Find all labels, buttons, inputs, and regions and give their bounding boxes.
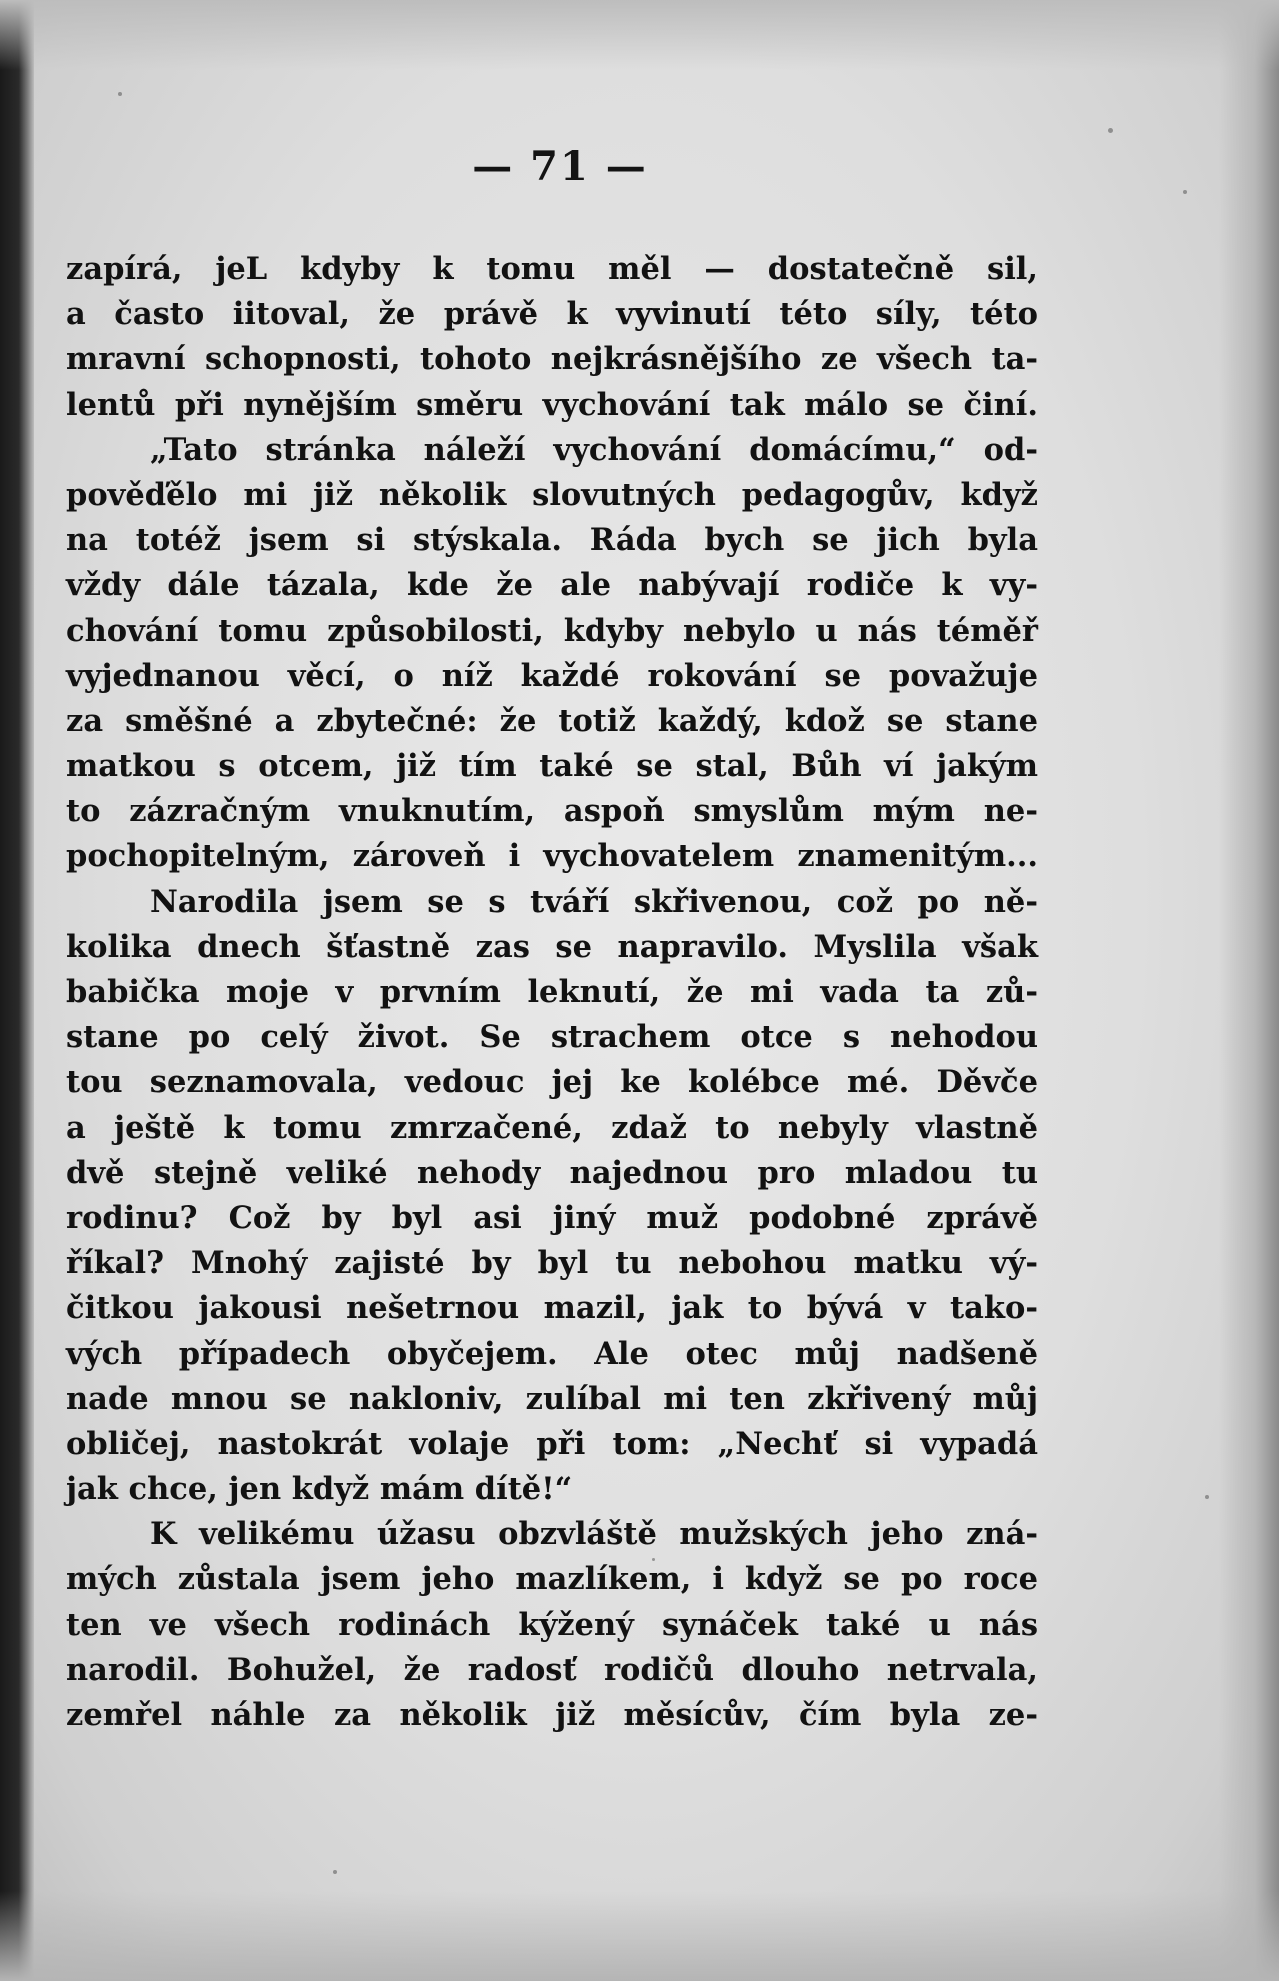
text-line: říkal? Mnohý zajisté by byl tu nebohou matku vý- <box>66 1245 1038 1282</box>
text-line: chování tomu způsobilosti, kdyby nebylo u nás téměř <box>66 612 1038 649</box>
text-line: stane po celý život. Se strachem otce s nehodou <box>66 1019 1038 1056</box>
text-line: matkou s otcem, již tím také se stal, Bůh ví jakým <box>66 748 1038 785</box>
page-binding-edge <box>0 0 34 1981</box>
text-line: na totéž jsem si stýskala. Ráda bych se jich byla <box>66 522 1038 559</box>
text-line: čitkou jakousi nešetrnou mazil, jak to bývá v tako- <box>66 1290 1038 1327</box>
print-speck <box>1205 1495 1209 1499</box>
text-line: rodinu? Což by byl asi jiný muž podobné zprávě <box>66 1199 1038 1236</box>
text-line: mravní schopnosti, tohoto nejkrásnějšího ze všech ta- <box>66 341 1038 378</box>
text-line: lentů při nynějším směru vychování tak málo se činí. <box>66 386 1038 423</box>
text-line: zapírá, jeL kdyby k tomu měl — dostatečně sil, <box>66 251 1038 287</box>
text-line: obličej, nastokrát volaje při tom: „Nechť si vypadá <box>66 1425 1038 1462</box>
page-right-shadow <box>1219 0 1279 1981</box>
text-line: zemřel náhle za několik již měsícův, čím byla ze- <box>66 1697 1038 1733</box>
print-speck <box>333 1870 337 1874</box>
text-line: K velikému úžasu obzvláště mužských jeho zná- <box>150 1516 1038 1553</box>
page-top-shadow <box>0 0 1279 70</box>
text-line: a ještě k tomu zmrzačené, zdaž to nebyly vlastně <box>66 1109 1038 1146</box>
text-line: pověďělo mi již několik slovutných pedagogův, když <box>66 476 1038 513</box>
text-line: babička moje v prvním leknutí, že mi vada ta zů- <box>66 974 1038 1010</box>
text-line: vých případech obyčejem. Ale otec můj nadšeně <box>66 1335 1038 1372</box>
text-line: narodil. Bohužel, že radosť rodičů dlouho netrvala, <box>66 1651 1038 1688</box>
page-number: — 71 — <box>472 143 648 190</box>
text-line: kolika dnech šťastně zas se napravilo. Myslila však <box>66 928 1038 965</box>
print-speck <box>118 92 122 96</box>
print-speck <box>1183 190 1187 194</box>
text-line: to zázračným vnuknutím, aspoň smyslům mým ne- <box>66 793 1038 830</box>
text-line: mých zůstala jsem jeho mazlíkem, i když se po roce <box>66 1561 1038 1598</box>
text-line: „Tato stránka náleží vychování domácímu,“ od- <box>150 431 1038 468</box>
text-line: nade mnou se nakloniv, zulíbal mi ten zkřivený můj <box>66 1380 1038 1417</box>
text-line: za směšné a zbytečné: že totiž každý, kdož se stane <box>66 702 1038 739</box>
text-line: pochopitelným, zároveň i vychovatelem znamenitým... <box>66 838 1038 875</box>
text-line: jak chce, jen když mám dítě!“ <box>66 1471 573 1508</box>
text-line: vždy dále tázala, kde že ale nabývají rodiče k vy- <box>66 567 1038 604</box>
body-text <box>66 247 1038 1738</box>
text-line: a často iitoval, že právě k vyvinutí této síly, této <box>66 296 1038 333</box>
text-line: dvě stejně veliké nehody najednou pro mladou tu <box>66 1154 1038 1191</box>
text-line: ten ve všech rodinách kýžený synáček také u nás <box>66 1606 1038 1643</box>
text-line: tou seznamovala, vedouc jej ke kolébce mé. Děvče <box>66 1064 1038 1101</box>
page-bottom-shadow <box>0 1891 1279 1981</box>
print-speck <box>1108 128 1113 133</box>
text-line: vyjednanou věcí, o níž každé rokování se považuje <box>66 657 1038 694</box>
text-line: Narodila jsem se s tváří skřivenou, což po ně- <box>150 883 1038 920</box>
